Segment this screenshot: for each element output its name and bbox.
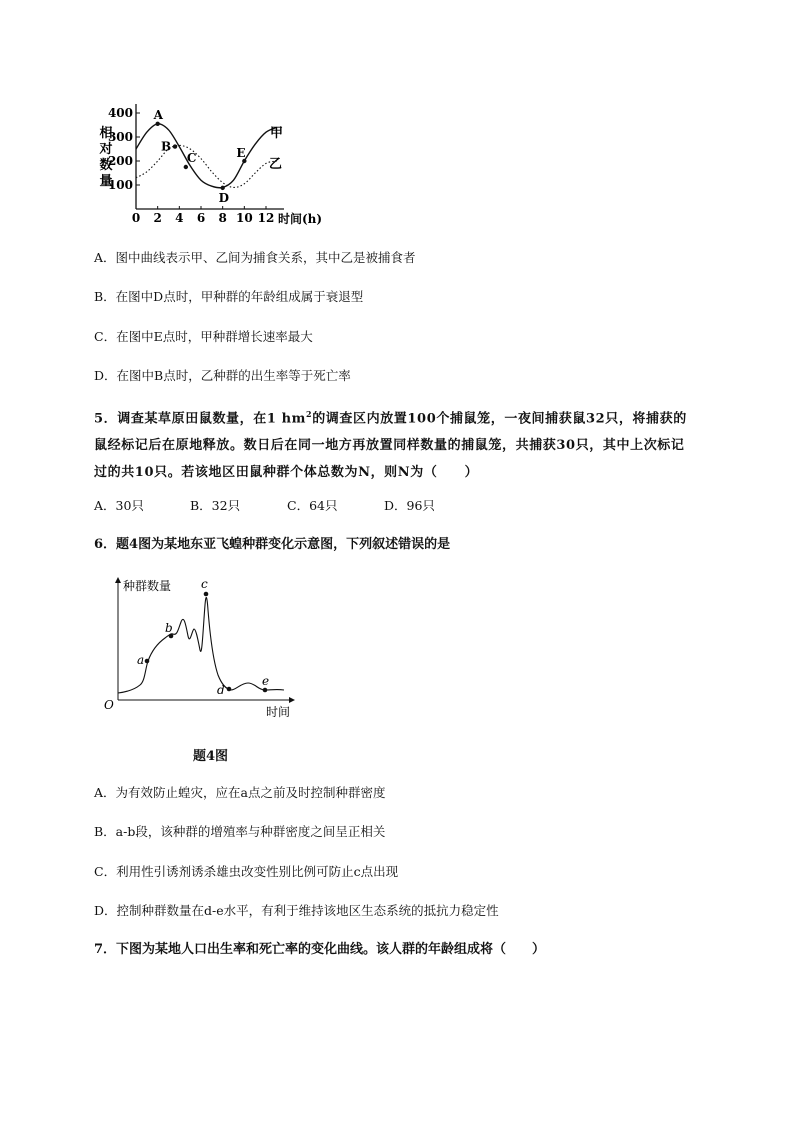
q6-option-c: C．利用性引诱剂诱杀雄虫改变性别比例可防止c点出现: [94, 864, 399, 879]
y-axis-label-3: 数: [99, 158, 113, 173]
origin-label: O: [104, 698, 114, 712]
y-axis-label-2: 对: [99, 142, 113, 157]
point-C: [184, 165, 188, 169]
x-tick-label: 4: [175, 211, 184, 225]
point-label-e: e: [262, 674, 270, 688]
x-axis-label: 时间(h): [278, 212, 323, 226]
q5-question: [94, 401, 698, 486]
q4-option-a: A．图中曲线表示甲、乙间为捕食关系，其中乙是被捕食者: [94, 250, 416, 265]
q6-option-d: D．控制种群数量在d-e水平，有利于维持该地区生态系统的抵抗力稳定性: [94, 903, 499, 918]
series-jia-line: [136, 124, 277, 188]
q7-question: 7．下图为某地人口出生率和死亡率的变化曲线。该人群的年龄组成将（ ）: [94, 942, 546, 957]
x-tick-label: 12: [257, 211, 275, 225]
x-tick-label: 10: [235, 211, 253, 225]
x-tick-label: 0: [131, 211, 141, 225]
point-c: [204, 592, 209, 597]
q5-text-1: 5．调查某草原田鼠数量，在1 hm: [94, 411, 307, 427]
q5-sup: 2: [306, 409, 313, 419]
q6-option-a: A．为有效防止蝗灾，应在a点之前及时控制种群密度: [94, 785, 386, 800]
q4-option-d: D．在图中B点时，乙种群的出生率等于死亡率: [94, 368, 351, 383]
y-axis-label-4: 量: [99, 174, 113, 189]
point-D: [220, 186, 224, 190]
y-tick-label: 300: [107, 130, 133, 144]
x-tick-label: 2: [153, 211, 162, 225]
point-B: [173, 144, 177, 148]
point-d: [227, 687, 232, 692]
figure-caption: 题4图: [193, 749, 229, 764]
point-label-a: a: [137, 653, 145, 667]
point-A: [155, 122, 159, 126]
q6-option-b: B．a-b段，该种群的增殖率与种群密度之间呈正相关: [94, 824, 386, 839]
point-label-B: B: [161, 139, 172, 154]
point-a: [145, 659, 150, 664]
point-label-d: d: [217, 683, 225, 697]
q5-option-c: C．64只: [287, 498, 338, 513]
population-line-chart: [92, 100, 332, 228]
point-e: [263, 688, 268, 693]
y-axis-label-1: 相: [99, 126, 113, 141]
x-tick-label: 8: [218, 211, 227, 225]
x-tick-label: 6: [196, 211, 206, 225]
q4-option-c: C．在图中E点时，甲种群增长速率最大: [94, 329, 313, 344]
y-tick-label: 200: [107, 154, 133, 168]
q5-option-d: D．96只: [384, 498, 435, 513]
point-label-C: C: [186, 151, 197, 165]
y-tick-label: 100: [107, 178, 133, 192]
point-label-b: b: [165, 621, 173, 635]
q4-option-b: B．在图中D点时，甲种群的年龄组成属于衰退型: [94, 289, 364, 304]
q5-text-2: 的调查区内放置100个捕鼠笼，一夜间捕获鼠32只，将捕获的鼠经标记后在原地释放。数日后在同一地方再放置同样数量的捕鼠笼，共捕获30只，其中上次标记过的共10只。若该地区田鼠种群个体总数为N，则N为（ ）: [94, 411, 687, 481]
y-axis-label: 种群数量: [123, 579, 172, 593]
q5-option-b: B．32只: [190, 498, 241, 513]
x-axis-label: 时间: [266, 705, 291, 719]
series-yi-line: [136, 145, 277, 187]
point-label-A: A: [153, 107, 163, 122]
q5-option-a: A．30只: [94, 498, 144, 513]
y-tick-label: 400: [107, 106, 133, 120]
series-label-yi: 乙: [269, 157, 283, 172]
point-label-D: D: [218, 190, 230, 205]
series-label-jia: 甲: [270, 126, 284, 141]
point-label-E: E: [236, 146, 246, 160]
q6-question: 6．题4图为某地东亚飞蝗种群变化示意图，下列叙述错误的是: [94, 537, 451, 552]
population-curve: [118, 598, 284, 693]
point-label-c: c: [201, 577, 208, 591]
locust-population-chart: [98, 574, 298, 724]
